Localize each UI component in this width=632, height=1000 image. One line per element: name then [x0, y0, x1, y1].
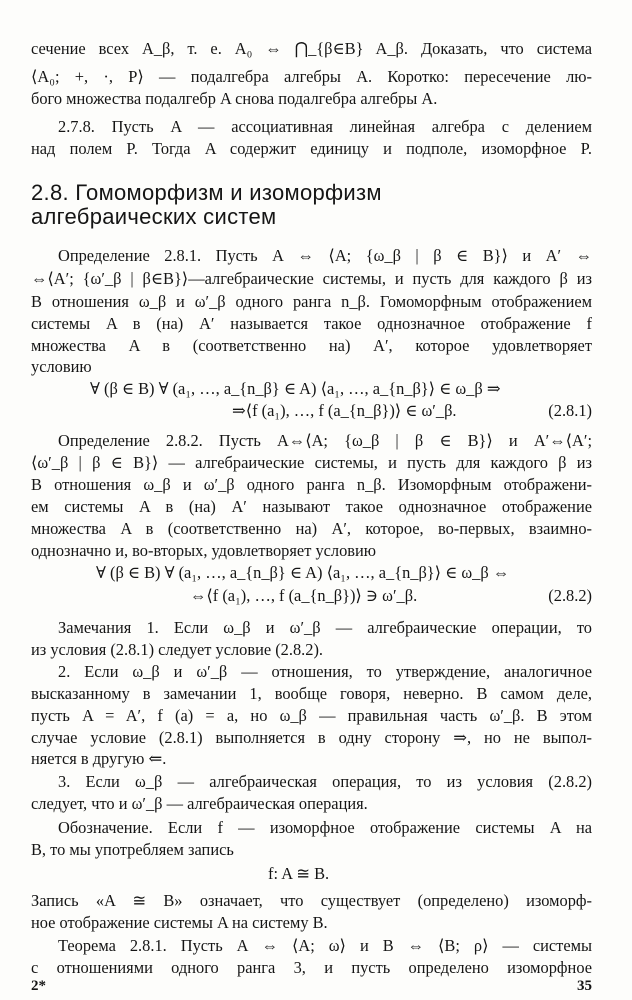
- notation-line: Обозначение. Если f — изоморфное отображение системы A на: [58, 818, 592, 837]
- formula-line: ⇒⟨f (a₁), …, f (a_{n_β})⟩ ∈ ω′_β.: [232, 401, 457, 420]
- theorem-line: Теорема 2.8.1. Пусть A ⇔ ⟨A; ω⟩ и B ⇔ ⟨B; ρ⟩ — системы: [58, 936, 592, 955]
- text-line: сечение всех A_β, т. е. A₀ ⇔ ⋂_{β∈B} A_β. Доказать, что система: [31, 39, 592, 58]
- exercise-line: над полем P. Тогда A содержит единицу и подполе, изоморфное P.: [31, 139, 592, 158]
- definition-line: множества A в (соответственно на) A′, которое удовлетворяет: [31, 336, 592, 355]
- formula-line: ⇔⟨f (a₁), …, f (a_{n_β})⟩ ∋ ω′_β.: [190, 586, 418, 605]
- definition-line: ем системы A в (на) A′ называют такое однозначное отображение: [31, 497, 592, 516]
- remark-line: следует, что и ω′_β — алгебраическая операция.: [31, 794, 368, 813]
- theorem-line: с отношениями одного ранга 3, и пусть определено изоморфное: [31, 958, 592, 977]
- remark-line: 3. Если ω_β — алгебраическая операция, то из условия (2.8.2): [58, 772, 592, 791]
- printer-signature: 2*: [31, 978, 46, 994]
- section-heading: 2.8. Гомоморфизм и изоморфизм: [31, 180, 382, 205]
- definition-line: ⟨ω′_β | β ∈ B}⟩ — алгебраические системы, и пусть для каждого β из: [31, 453, 592, 472]
- equation-number: (2.8.2): [548, 586, 592, 605]
- remark-line: случае условие (2.8.1) выполняется в одну сторону ⇒, но не выпол-: [31, 728, 592, 747]
- notation-formula: f: A ≅ B.: [268, 864, 330, 883]
- remark-line: из условия (2.8.1) следует условие (2.8.2).: [31, 640, 324, 659]
- definition-line: B отношения ω_β и ω′_β одного ранга n_β. Изоморфным отображени-: [31, 475, 592, 494]
- definition-line: условию: [31, 357, 92, 376]
- exercise-line: 2.7.8. Пусть A — ассоциативная линейная алгебра с делением: [58, 117, 592, 136]
- definition-line: Определение 2.8.2. Пусть A⇔⟨A; {ω_β | β ∈ B}⟩ и A′⇔⟨A′;: [58, 431, 592, 450]
- text-line: бого множества подалгебр A снова подалгебра алгебры A.: [31, 89, 438, 108]
- formula-line: ∀ (β ∈ B) ∀ (a₁, …, a_{n_β} ∈ A) ⟨a₁, …, a_{n_β}⟩ ∈ ω_β ⇔: [96, 563, 510, 582]
- definition-line: B отношения ω_β и ω′_β одного ранга n_β. Гомоморфным отображением: [31, 292, 592, 311]
- formula-line: ∀ (β ∈ B) ∀ (a₁, …, a_{n_β} ∈ A) ⟨a₁, …, a_{n_β}⟩ ∈ ω_β ⇒: [90, 379, 501, 398]
- remark-line: няется в другую ⇐.: [31, 749, 167, 768]
- remark-line: высказанному в замечании 1, вообще говоря, неверно. В самом деле,: [31, 684, 592, 703]
- text-line: ⟨A₀; +, ·, P⟩ — подалгебра алгебры A. Коротко: пересечение лю-: [31, 67, 592, 86]
- notation-line: B, то мы употребляем запись: [31, 840, 234, 859]
- definition-line: однозначно и, во-вторых, удовлетворяет условию: [31, 541, 377, 560]
- definition-line: ⇔⟨A′; {ω′_β | β∈B}⟩—алгебраические системы, и пусть для каждого β из: [31, 269, 592, 288]
- definition-line: множества A в (соответственно на) A′, которое, во-первых, взаимно-: [31, 519, 592, 538]
- notation-line: ное отображение системы A на систему B.: [31, 913, 328, 932]
- remark-line: пусть A = A′, f (a) = a, но ω_β — правильная часть ω′_β. В этом: [31, 706, 592, 725]
- remark-line: Замечания 1. Если ω_β и ω′_β — алгебраические операции, то: [58, 618, 592, 637]
- equation-number: (2.8.1): [548, 401, 592, 420]
- remark-line: 2. Если ω_β и ω′_β — отношения, то утверждение, аналогичное: [58, 662, 592, 681]
- definition-line: Определение 2.8.1. Пусть A ⇔ ⟨A; {ω_β | β ∈ B}⟩ и A′ ⇔: [58, 246, 592, 265]
- definition-line: системы A в (на) A′ называется такое однозначное отображение f: [31, 314, 592, 333]
- page-number: 35: [577, 978, 592, 994]
- section-heading: алгебраических систем: [31, 204, 277, 229]
- notation-line: Запись «A ≅ B» означает, что существует (определено) изоморф-: [31, 891, 592, 910]
